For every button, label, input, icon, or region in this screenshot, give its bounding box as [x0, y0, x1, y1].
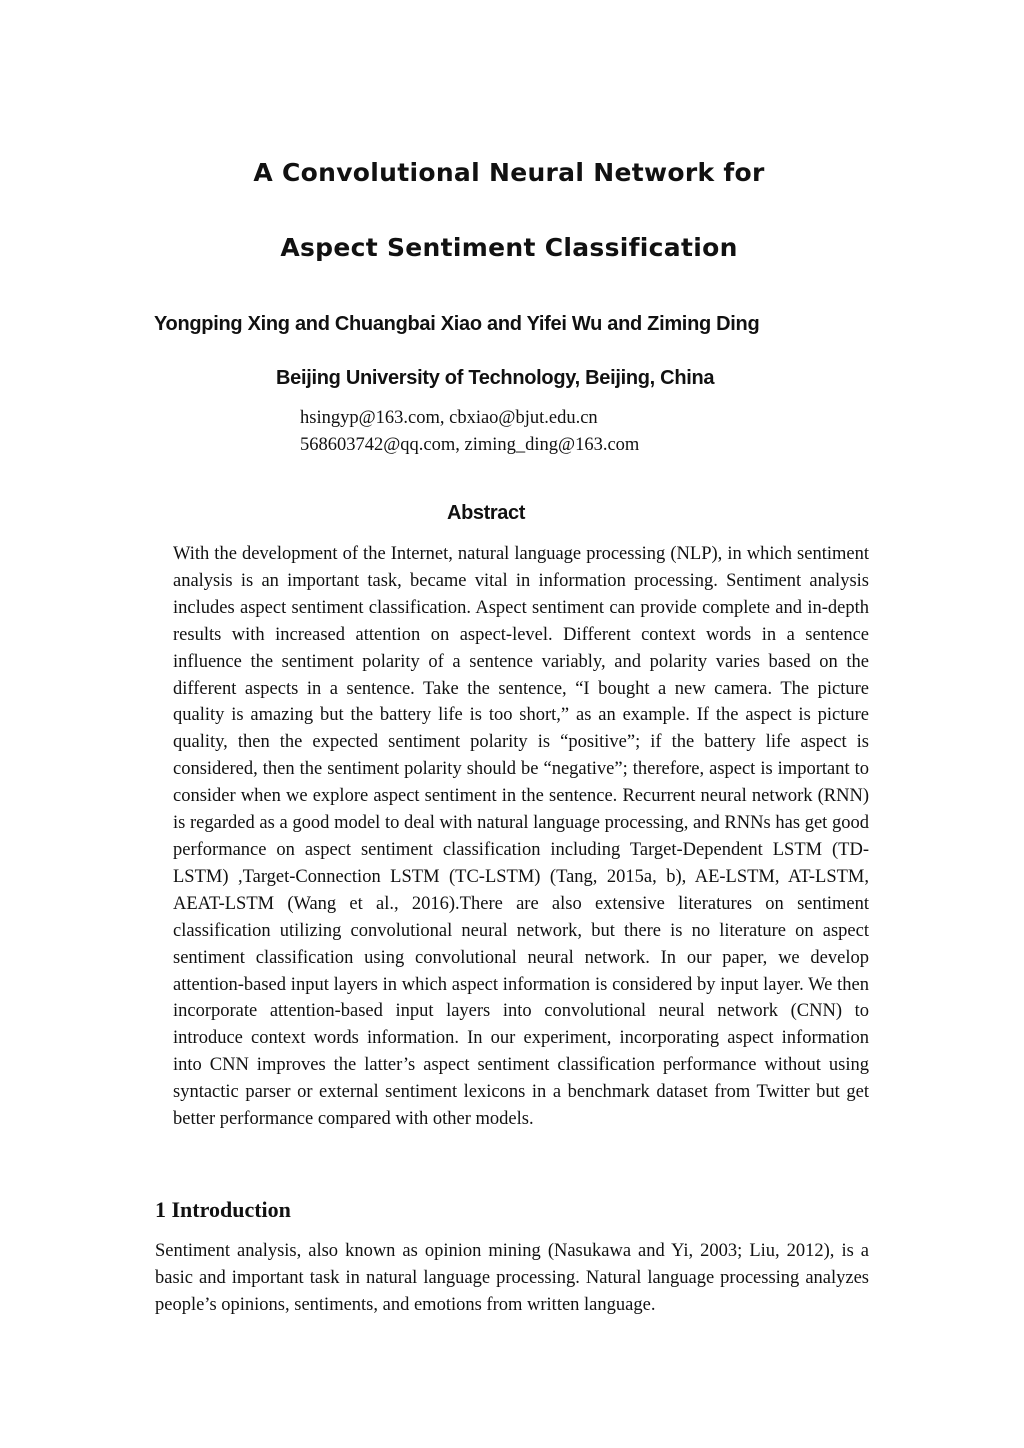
abstract-heading: Abstract	[447, 502, 525, 524]
email-line: hsingyp@163.com, cbxiao@bjut.edu.cn	[300, 408, 598, 428]
abstract-body: With the development of the Internet, natural language processing (NLP), in which sentiment analysis is an important task, became vital in information processing. Sentiment analysis includes aspect sentiment classification. Aspect sentiment can provide complete and in-depth results with increased attention on aspect-level. Different context words in a sentence influence the sentiment polarity of a sentence variably, and polarity varies based on the different aspects in a sentence. Take the sentence, “I bought a new camera. The picture quality is amazing but the battery life is too short,” as an example. If the aspect is picture quality, then the expected sentiment polarity is “positive”; if the battery life aspect is considered, then the sentiment polarity should be “negative”; therefore, aspect is important to consider when we explore aspect sentiment in the sentence. Recurrent neural network (RNN) is regarded as a good model to deal with natural language processing, and RNNs has get good performance on aspect sentiment classification including Target-Dependent LSTM (TD-LSTM) ,Target-Connection LSTM (TC-LSTM) (Tang, 2015a, b), AE-LSTM, AT-LSTM, AEAT-LSTM (Wang et al., 2016).There are also extensive literatures on sentiment classification utilizing convolutional neural network, but there is no literature on aspect sentiment classification using convolutional neural network. In our paper, we develop attention-based input layers in which aspect information is considered by input layer. We then incorporate attention-based input layers into convolutional neural network (CNN) to introduce context words information. In our experiment, incorporating aspect information into CNN improves the latter’s aspect sentiment classification performance without using syntactic parser or external sentiment lexicons in a benchmark dataset from Twitter but get better performance compared with other models.	[173, 544, 869, 1130]
introduction-paragraph: Sentiment analysis, also known as opinion mining (Nasukawa and Yi, 2003; Liu, 2012), is a basic and important task in natural language processing. Natural language processing analyzes people’s opinions, sentiments, and emotions from written language.	[155, 1241, 869, 1315]
author-list: Yongping Xing and Chuangbai Xiao and Yifei Wu and Ziming Ding	[154, 313, 760, 335]
paper-title-line-2: Aspect Sentiment Classification	[280, 233, 738, 262]
affiliation: Beijing University of Technology, Beijing, China	[276, 367, 715, 389]
email-line: 568603742@qq.com, ziming_ding@163.com	[300, 435, 640, 455]
section-heading-introduction: 1 Introduction	[155, 1197, 291, 1222]
paper-title-line-1: A Convolutional Neural Network for	[253, 158, 765, 187]
